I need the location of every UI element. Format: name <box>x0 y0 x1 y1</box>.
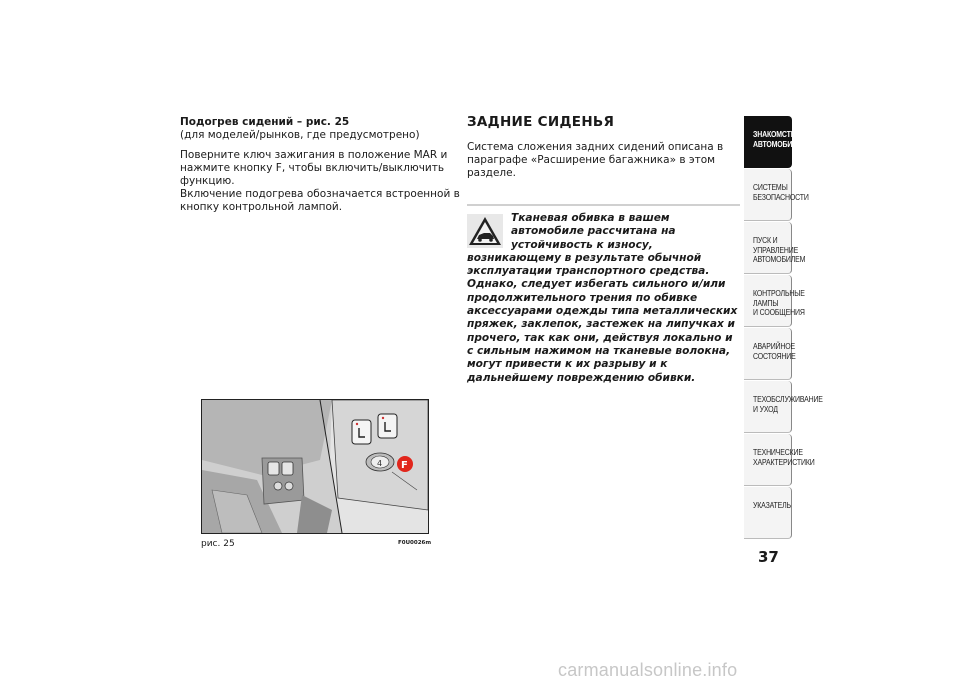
tab-technical-specs[interactable] <box>744 434 815 486</box>
heated-seats-paragraph-2: Включение подогрева обозначается встроенной в кнопку контрольной лампой. <box>180 188 460 213</box>
tab-label: АВАРИЙНОЕ СОСТОЯНИЕ <box>753 341 796 361</box>
tab-getting-to-know[interactable] <box>744 116 808 168</box>
chapter-tabs <box>744 116 823 540</box>
heated-seats-subheading: (для моделей/рынков, где предусмотрено) <box>180 129 420 141</box>
watermark: carmanualsonline.info <box>558 660 738 680</box>
tab-label: ТЕХНИЧЕСКИЕ ХАРАКТЕРИСТИКИ <box>753 447 815 467</box>
rear-seats-paragraph: Система сложения задних сидений описана в параграфе «Расширение багажника» в этом разделе. <box>467 141 724 179</box>
warning-triangle-car-icon <box>467 214 503 248</box>
right-column <box>467 116 740 180</box>
page-number: 37 <box>758 548 779 566</box>
tab-starting-driving[interactable] <box>744 222 806 274</box>
tab-label: КОНТРОЛЬНЫЕ ЛАМПЫ И СООБЩЕНИЯ <box>753 288 805 317</box>
figure-callout-letter: F <box>401 460 408 471</box>
tab-warning-lights[interactable] <box>744 275 805 327</box>
tab-maintenance[interactable] <box>744 381 823 433</box>
tab-label: ЗНАКОМСТВО С АВТОМОБИЛЕМ <box>753 129 808 149</box>
tab-label: ПУСК И УПРАВЛЕНИЕ АВТОМОБИЛЕМ <box>753 235 806 264</box>
heated-seats-heading: Подогрев сидений – рис. 25 <box>180 116 350 128</box>
tab-safety[interactable] <box>744 169 809 221</box>
warning-box <box>467 204 740 385</box>
warning-text: Тканевая обивка в вашем автомобиле рассчитана на устойчивость к износу, возникающему в результате обычной эксплуатации транспортного средства. Однако, следует избегать сильного и/или продолжительного трения по обивке аксессуарами одежды типа металлических пряжек, заклепок, застежек на липучках и прочего, так как они, действуя локально и с сильным нажимом на тканевые волокна, могут привести к их разрыву и к дальнейшему повреждению обивки. <box>467 212 738 384</box>
figure-button-label: 4 <box>377 459 383 468</box>
rear-seats-title: ЗАДНИЕ СИДЕНЬЯ <box>467 114 615 130</box>
left-column <box>180 116 460 221</box>
figure-caption: рис. 25 <box>201 539 235 549</box>
tab-label: ТЕХОБСЛУЖИВАНИЕ И УХОД <box>753 394 823 414</box>
heated-seats-paragraph-1: Поверните ключ зажигания в положение MAR и нажмите кнопку F, чтобы включить/выключить функцию. <box>180 149 448 187</box>
tab-emergency[interactable] <box>744 328 796 380</box>
tab-label: СИСТЕМЫ БЕЗОПАСНОСТИ <box>753 182 809 202</box>
figure-code: F0U0026m <box>398 540 432 546</box>
figure-25-image <box>201 399 429 534</box>
tab-index[interactable] <box>744 487 792 539</box>
tab-label: УКАЗАТЕЛЬ <box>753 500 791 510</box>
